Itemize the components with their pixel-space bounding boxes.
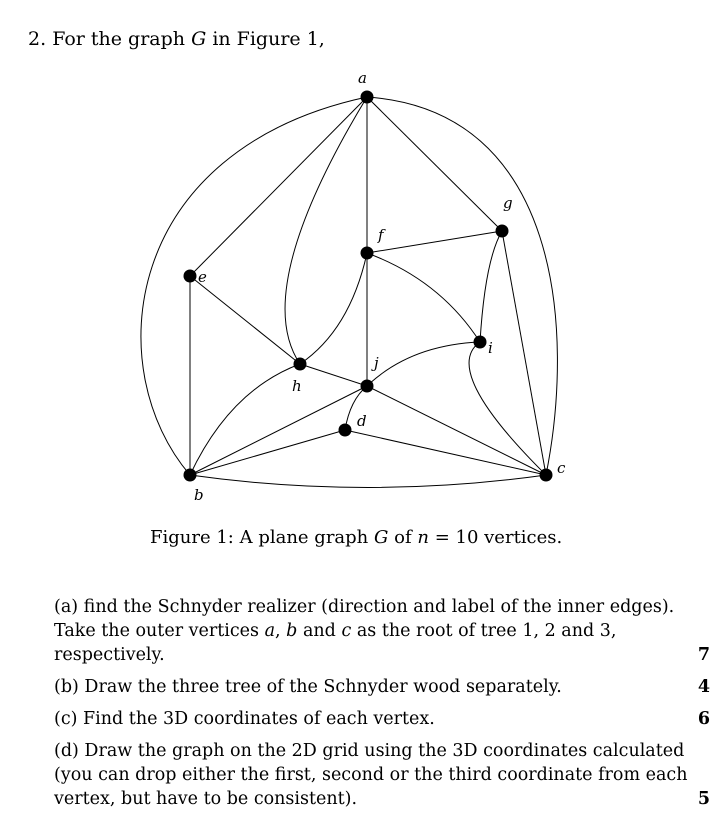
edge-h-b	[190, 364, 300, 475]
part-a-points: 7	[697, 645, 710, 665]
part-a-text-1: (a) find the Schnyder realizer (direction and label of the inner edges). Take the outer vertices	[54, 597, 675, 641]
problem-number: 2.	[28, 28, 47, 50]
edge-d-b	[190, 430, 345, 475]
edge-a-b-outer	[141, 97, 367, 475]
part-a-vertex-c: c	[341, 621, 352, 641]
vertex-j	[361, 380, 374, 393]
caption-label: Figure 1:	[150, 527, 234, 548]
caption-n-symbol: n	[417, 527, 429, 548]
part-d-text: (d) Draw the graph on the 2D grid using the 3D coordinates calculated (you can drop either the first, second or the third coordinate from each vertex, but have to be consistent).	[54, 741, 688, 809]
vertex-label-b: b	[194, 486, 204, 504]
edge-g-c	[502, 231, 546, 475]
vertex-label-e: e	[198, 268, 207, 286]
vertex-e	[184, 270, 197, 283]
graph-symbol: G	[191, 28, 207, 50]
vertex-label-g: g	[503, 194, 513, 212]
edge-a-h	[285, 97, 367, 364]
vertex-a	[361, 91, 374, 104]
vertex-f	[361, 247, 374, 260]
vertex-h	[294, 358, 307, 371]
exercise-parts	[54, 595, 710, 819]
vertex-label-d: d	[357, 412, 367, 430]
edge-f-i	[367, 253, 480, 342]
part-b-text: (b) Draw the three tree of the Schnyder wood separately.	[54, 677, 562, 697]
part-b	[54, 675, 710, 699]
edge-j-c	[367, 386, 546, 475]
part-d-points: 5	[697, 789, 710, 809]
vertex-g	[496, 225, 509, 238]
vertex-b	[184, 469, 197, 482]
vertex-c	[540, 469, 553, 482]
vertex-label-h: h	[292, 377, 302, 395]
caption-text-before: A plane graph	[239, 527, 369, 548]
edge-a-g	[367, 97, 502, 231]
vertex-label-i: i	[488, 339, 493, 357]
edge-h-j	[300, 364, 367, 386]
vertex-label-f: f	[378, 226, 384, 244]
edge-f-h	[300, 253, 367, 364]
caption-equals: =	[434, 527, 450, 548]
part-c-points: 6	[697, 709, 710, 729]
part-a-and: and	[302, 621, 336, 641]
problem-intro-before: For the graph	[52, 28, 186, 50]
part-a	[54, 595, 710, 667]
caption-text-after: 10 vertices.	[455, 527, 563, 548]
edge-e-h	[190, 276, 300, 364]
edge-f-g	[367, 231, 502, 253]
caption-graph-symbol: G	[374, 527, 389, 548]
vertex-label-a: a	[358, 69, 367, 87]
edge-i-j	[367, 342, 480, 386]
problem-intro-after: in Figure 1,	[212, 28, 325, 50]
part-a-text-2: as the root of tree 1, 2 and 3, respectively.	[54, 621, 617, 665]
figure-caption	[150, 527, 562, 548]
part-c	[54, 707, 710, 731]
vertex-i	[474, 336, 487, 349]
part-a-vertex-a: a	[264, 621, 276, 641]
part-a-vertex-b: b	[286, 621, 298, 641]
part-a-text	[54, 597, 674, 665]
caption-text-middle: of	[394, 527, 412, 548]
edge-a-e	[190, 97, 367, 276]
edge-d-c	[345, 430, 546, 475]
vertex-d	[339, 424, 352, 437]
edge-g-i	[480, 231, 502, 342]
edge-b-c-outer	[190, 475, 546, 488]
part-d	[54, 739, 710, 811]
part-c-text: (c) Find the 3D coordinates of each vertex.	[54, 709, 435, 729]
vertex-label-j: j	[374, 354, 379, 372]
part-b-points: 4	[697, 677, 710, 697]
edge-a-c-outer	[367, 97, 557, 475]
part-a-comma: ,	[275, 621, 281, 641]
vertex-label-c: c	[557, 459, 566, 477]
